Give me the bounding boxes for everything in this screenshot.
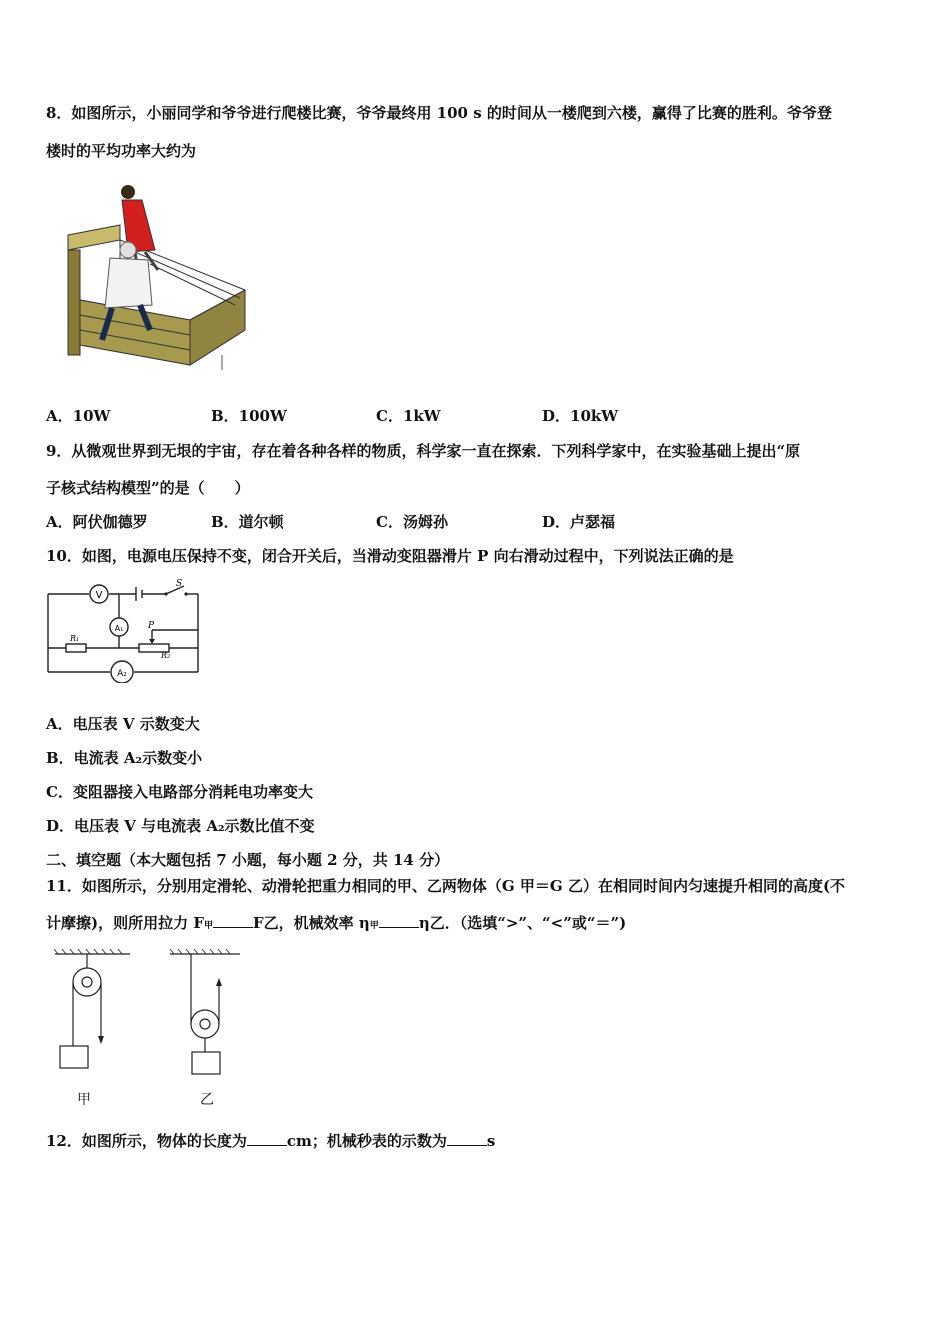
q8-line1: 8．如图所示，小丽同学和爷爷进行爬楼比赛，爷爷最终用 100 s 的时间从一楼爬到六楼，赢得了比赛的胜利。爷爷登 [46, 104, 832, 122]
q10-option-a[interactable]: A．电压表 V 示数变大 [46, 715, 200, 733]
q10-option-b[interactable]: B．电流表 A₂示数变小 [46, 749, 203, 767]
circuit-diagram [44, 578, 204, 683]
q11-sub-jia-eta: 甲 [369, 921, 379, 931]
q12-line [46, 1130, 495, 1151]
q10-option-c[interactable]: C．变阻器接入电路部分消耗电功率变大 [46, 783, 313, 801]
q10-line1: 10．如图，电源电压保持不变，闭合开关后，当滑动变阻器滑片 P 向右滑动过程中，下列说法正确的是 [46, 547, 734, 565]
pulley-figure [50, 948, 250, 1078]
r2-label: R₂ [161, 651, 171, 660]
voltmeter-label: V [95, 590, 103, 601]
q10-option-d[interactable]: D．电压表 V 与电流表 A₂示数比值不变 [46, 817, 315, 835]
label-jia: 甲 [77, 1092, 91, 1108]
q11-text-g: 乙．（选填“>”、“<”或“＝”) [429, 914, 627, 932]
q12-text-b: cm；机械秒表的示数为 [286, 1132, 447, 1150]
q12-blank-length[interactable] [247, 1131, 287, 1146]
q11-text-c: F [253, 914, 264, 932]
q8-option-c[interactable]: C．1kW [376, 407, 441, 425]
q12-blank-stopwatch[interactable] [447, 1131, 487, 1146]
q11-sub-jia-f: 甲 [203, 921, 213, 931]
q8-option-a[interactable]: A．10W [46, 407, 111, 425]
q9-line2: 子核式结构模型”的是（ ） [46, 479, 250, 497]
q11-line2 [46, 912, 626, 933]
slider-label: P [148, 621, 155, 631]
q8-option-d[interactable]: D．10kW [542, 407, 619, 425]
q9-option-d[interactable]: D．卢瑟福 [542, 513, 616, 531]
switch-label: S [176, 579, 183, 589]
ammeter2-label: A₂ [117, 669, 127, 679]
q12-text-c: s [486, 1132, 496, 1150]
r1-label: R₁ [70, 634, 80, 643]
q11-line1: 11．如图所示，分别用定滑轮、动滑轮把重力相同的甲、乙两物体（G 甲＝G 乙）在相同时间内匀速提升相同的高度(不 [46, 877, 846, 895]
q8-option-b[interactable]: B．100W [211, 407, 287, 425]
q11-text-f: η [418, 914, 430, 932]
section-heading: 二、填空题（本大题包括 7 小题，每小题 2 分，共 14 分） [46, 851, 450, 869]
q9-option-c[interactable]: C．汤姆孙 [376, 513, 448, 531]
q11-text-a: 计摩擦)，则所用拉力 F [46, 914, 204, 932]
q11-blank-force[interactable] [213, 913, 253, 928]
q9-option-b[interactable]: B．道尔顿 [211, 513, 284, 531]
q9-line1: 9．从微观世界到无垠的宇宙，存在着各种各样的物质，科学家一直在探索．下列科学家中，在实验基础上提出“原 [46, 442, 801, 460]
ammeter1-label: A₁ [114, 624, 124, 633]
q8-line2: 楼时的平均功率大约为 [46, 142, 197, 160]
q12-text-a: 12．如图所示，物体的长度为 [46, 1132, 247, 1150]
q9-option-a[interactable]: A．阿伏伽德罗 [46, 513, 148, 531]
label-yi: 乙 [200, 1092, 214, 1108]
q11-text-d: 乙，机械效率 η [263, 914, 370, 932]
stair-climbing-figure [60, 180, 255, 375]
q11-blank-efficiency[interactable] [379, 913, 419, 928]
